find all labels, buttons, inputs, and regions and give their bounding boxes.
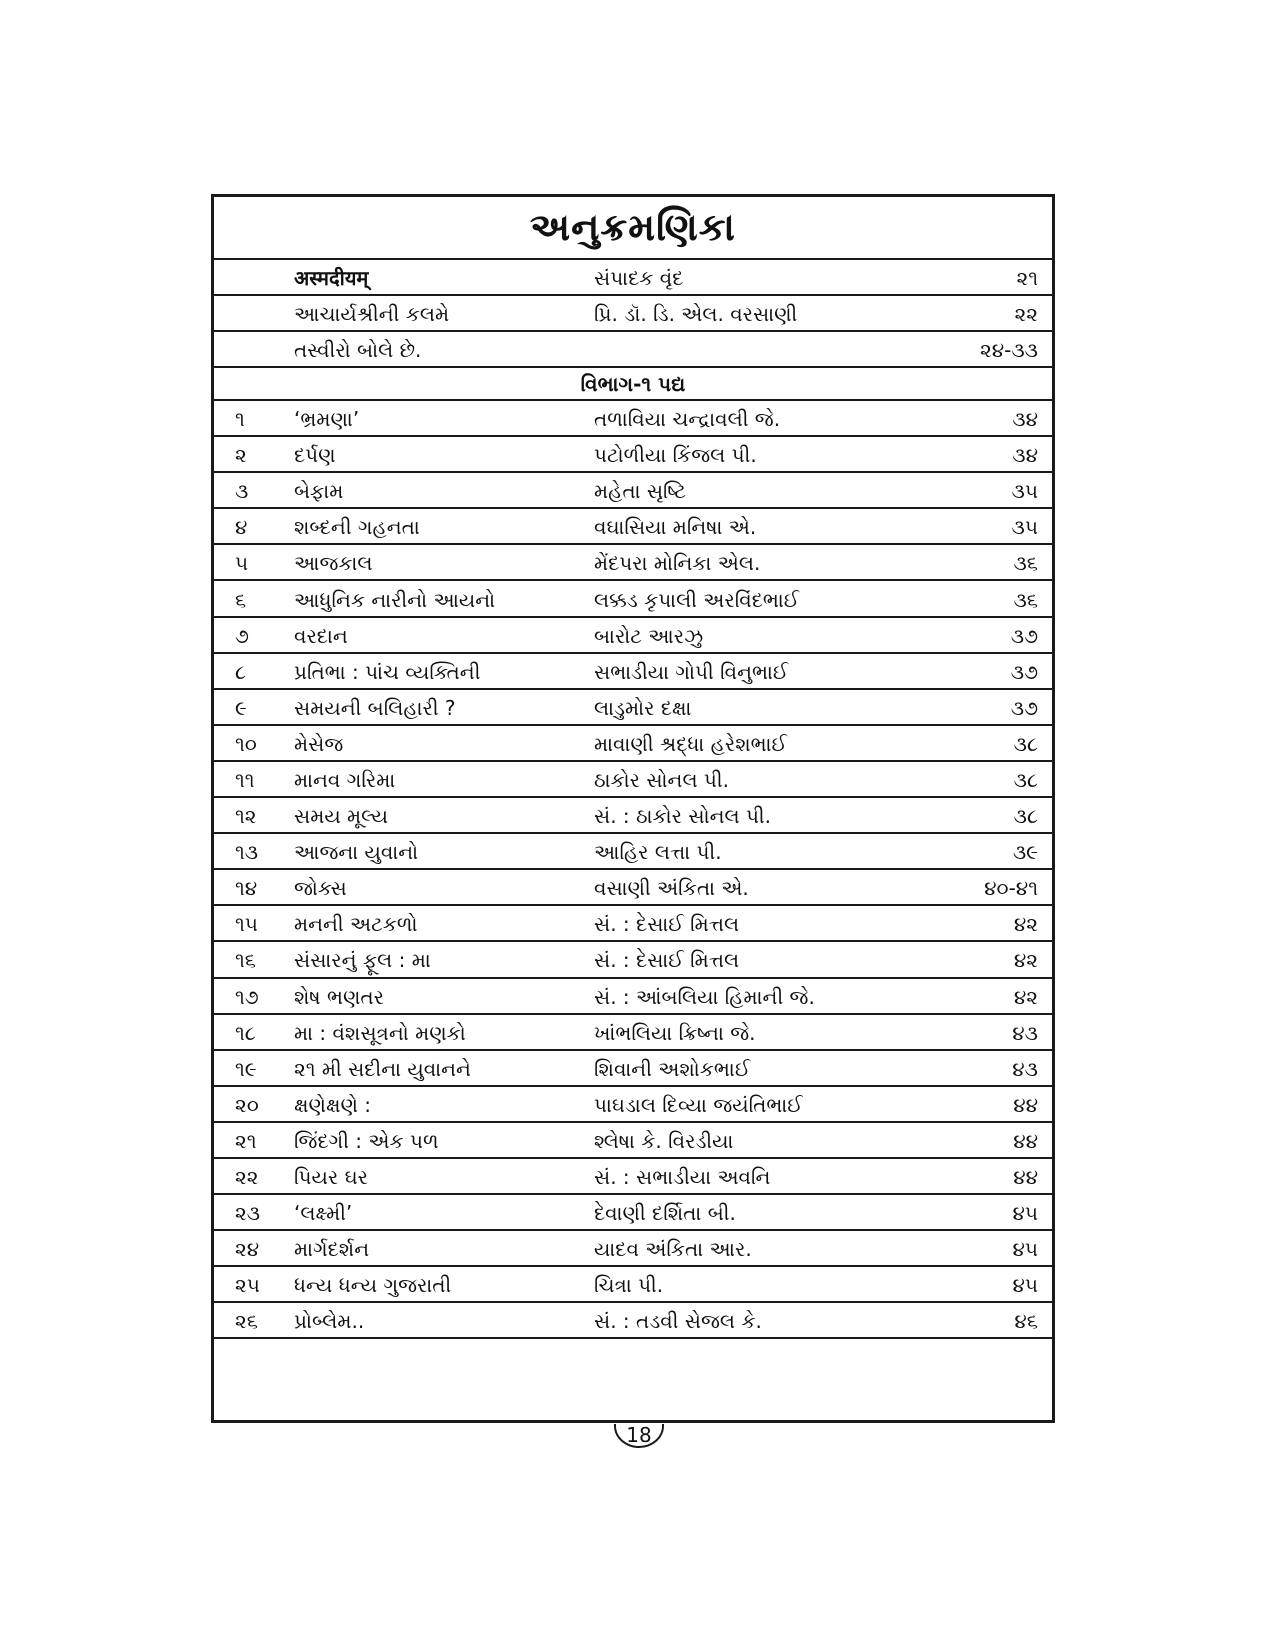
entry-number: ૨૨	[235, 1165, 259, 1190]
entry-author: પાઘડાલ દિવ્યા જયંતિભાઈ	[594, 1092, 803, 1117]
entry-author: ચિત્રા પી.	[594, 1273, 664, 1298]
entry-page: ૪૬	[1014, 1309, 1038, 1334]
toc-table	[211, 194, 1055, 1423]
entry-title: માર્ગદર્શન	[294, 1237, 370, 1262]
table-row	[214, 762, 1052, 798]
entry-title: જોક્સ	[294, 876, 347, 901]
entry-title: શેષ ભણતર	[294, 984, 384, 1009]
table-row	[214, 1195, 1052, 1231]
entry-page: ૪૫	[1012, 1201, 1038, 1226]
entry-number: ૫	[235, 551, 249, 576]
entry-page: ૩૮	[1013, 767, 1038, 792]
entry-author: માવાણી શ્રદ્ધા હરેશભાઈ	[594, 731, 787, 756]
entry-page: ૩૭	[1010, 623, 1038, 648]
entry-author: પટોળીયા કિંજલ પી.	[594, 443, 757, 468]
entry-author: યાદવ અંકિતા આર.	[594, 1237, 752, 1262]
entry-author: સં. : ઠાકોર સોનલ પી.	[594, 804, 772, 829]
entry-number: ૧	[235, 407, 245, 432]
entry-title: સમયની બલિહારી ?	[294, 695, 456, 720]
entry-page: ૩૫	[1011, 515, 1038, 540]
entry-author: પ્રિ. ડૉ. ડિ. એલ. વરસાણી	[594, 302, 798, 326]
entry-author: સંપાદક વૃંદ	[594, 266, 684, 290]
entry-title: બેફામ	[294, 479, 344, 504]
table-row	[214, 581, 1052, 617]
entry-page: ૩૭	[1010, 695, 1038, 720]
entry-author: સં. : સભાડીયા અવનિ	[594, 1165, 771, 1190]
entry-author: લાડુમોર દક્ષા	[594, 695, 692, 720]
table-row	[214, 1015, 1052, 1051]
entry-title: પ્રતિભા : પાંચ વ્યક્તિની	[294, 659, 481, 684]
table-row	[214, 726, 1052, 762]
entry-author: શિવાની અશોકભાઈ	[594, 1056, 751, 1081]
entry-number: ૧૯	[235, 1056, 257, 1081]
entry-title: મા : વંશસૂત્રનો મણકો	[294, 1020, 466, 1045]
table-row	[214, 401, 1052, 437]
entry-number: ૯	[235, 695, 247, 720]
entry-page: ૨૪-૩૩	[980, 338, 1038, 362]
entry-title: મેસેજ	[294, 731, 344, 756]
entry-title: તસ્વીરો બોલે છે.	[294, 338, 422, 362]
table-row	[214, 1267, 1052, 1303]
entry-page: ૪૨	[1013, 948, 1038, 973]
table-row	[214, 906, 1052, 942]
entry-author: ખાંભલિયા ક્રિષ્ના જે.	[594, 1020, 756, 1045]
entry-number: ૩	[235, 479, 249, 504]
entry-title: अस्मदीयम्	[294, 266, 369, 290]
entry-number: ૧૦	[235, 731, 257, 756]
entry-author: સં. : દેસાઈ મિત્તલ	[594, 912, 740, 937]
table-row	[214, 1123, 1052, 1159]
entry-number: ૧૧	[235, 767, 255, 792]
table-row	[214, 1159, 1052, 1195]
entry-page: ૪૨	[1013, 912, 1038, 937]
entry-page: ૩૬	[1013, 587, 1038, 612]
table-row	[214, 473, 1052, 509]
entry-page: ૩૪	[1012, 407, 1038, 432]
entry-author: શ્લેષા કે. વિરડીયા	[594, 1128, 734, 1153]
entry-number: ૪	[235, 515, 248, 540]
intro-rows	[214, 260, 1052, 368]
table-row	[214, 437, 1052, 473]
entry-title: આજના યુવાનો	[294, 840, 419, 865]
entry-number: ૧૮	[235, 1020, 256, 1045]
entry-page: ૩૬	[1013, 551, 1038, 576]
entry-page: ૩૪	[1012, 443, 1038, 468]
entry-title: પિયર ઘર	[294, 1165, 368, 1190]
entry-number: ૬	[235, 587, 247, 612]
entry-number: ૧૨	[235, 804, 257, 829]
entry-page: ૪૫	[1012, 1237, 1038, 1262]
entry-number: ૮	[235, 659, 246, 684]
entry-author: સં. : દેસાઈ મિત્તલ	[594, 948, 740, 973]
entry-page: ૩૫	[1011, 479, 1038, 504]
entry-number: ૧૬	[235, 948, 256, 973]
entry-author: સં. : આંબલિયા હિમાની જે.	[594, 984, 815, 1009]
entry-title: ક્ષણેક્ષણે :	[294, 1092, 372, 1117]
table-row	[214, 1087, 1052, 1123]
entry-title: સંસારનું ફૂલ : મા	[294, 948, 431, 973]
intro-row	[214, 332, 1052, 368]
entry-title: શબ્દની ગહનતા	[294, 515, 420, 540]
entry-author: લક્કડ કૃપાલી અરવિંદભાઈ	[594, 587, 800, 612]
entry-page: ૩૭	[1010, 659, 1038, 684]
entry-author: વઘાસિયા મનિષા એ.	[594, 515, 757, 540]
entry-page: ૪૨	[1013, 984, 1038, 1009]
entry-number: ૭	[235, 623, 249, 648]
entry-title: ‘લક્ષ્મી’	[294, 1201, 353, 1226]
entry-author: દેવાણી દર્શિતા બી.	[594, 1201, 736, 1226]
entry-title: આચાર્યશ્રીની કલમે	[294, 302, 450, 326]
entry-author: સભાડીયા ગોપી વિનુભાઈ	[594, 659, 789, 684]
entry-title: પ્રોબ્લેમ..	[294, 1309, 365, 1334]
table-row	[214, 798, 1052, 834]
entry-number: ૧૫	[235, 912, 258, 937]
table-row	[214, 1051, 1052, 1087]
entry-page: ૪૪	[1013, 1165, 1038, 1190]
entry-title: આધુનિક નારીનો આયનો	[294, 587, 496, 612]
table-row	[214, 509, 1052, 545]
entry-page: ૪૩	[1012, 1056, 1038, 1081]
entry-rows	[214, 401, 1052, 1339]
entry-page: ૪૦-૪૧	[984, 876, 1038, 901]
table-row	[214, 618, 1052, 654]
entry-page: ૩૯	[1012, 840, 1038, 865]
entry-author: વસાણી અંકિતા એ.	[594, 876, 749, 901]
entry-number: ૨૪	[235, 1237, 260, 1262]
entry-number: ૨૩	[235, 1201, 261, 1226]
entry-author: બારોટ આરઝુ	[594, 623, 704, 648]
entry-page: ૪૪	[1013, 1128, 1038, 1153]
table-row	[214, 1231, 1052, 1267]
table-row	[214, 654, 1052, 690]
table-row	[214, 1303, 1052, 1339]
entry-number: ૨	[235, 443, 247, 468]
entry-number: ૨૧	[235, 1128, 257, 1153]
intro-row	[214, 260, 1052, 296]
entry-author: મેંદપરા મોનિકા એલ.	[594, 551, 761, 576]
entry-author: સં. : તડવી સેજલ કે.	[594, 1309, 762, 1334]
entry-page: ૪૫	[1012, 1273, 1038, 1298]
entry-author: તળાવિયા ચન્દ્રાવલી જે.	[594, 407, 781, 432]
table-row	[214, 942, 1052, 978]
table-row	[214, 545, 1052, 581]
entry-page: ૨૧	[1016, 266, 1038, 290]
entry-page: ૪૪	[1013, 1092, 1038, 1117]
entry-page: ૪૩	[1012, 1020, 1038, 1045]
entry-author: મહેતા સૃષ્ટિ	[594, 479, 687, 504]
entry-number: ૨૬	[235, 1309, 258, 1334]
entry-title: ૨૧ મી સદીના યુવાનને	[294, 1056, 471, 1081]
entry-number: ૧૩	[235, 840, 259, 865]
entry-title: ‘ભ્રમણા’	[294, 407, 360, 432]
table-row	[214, 979, 1052, 1015]
entry-number: ૨૫	[235, 1273, 260, 1298]
entry-title: સમય મૂલ્ય	[294, 804, 388, 829]
intro-row	[214, 296, 1052, 332]
table-row	[214, 690, 1052, 726]
entry-author: આહિર લત્તા પી.	[594, 840, 722, 865]
entry-number: ૧૪	[235, 876, 258, 901]
entry-title: ધન્ય ધન્ય ગુજરાતી	[294, 1273, 452, 1298]
entry-page: ૨૨	[1014, 302, 1038, 326]
table-row	[214, 834, 1052, 870]
entry-author: ઠાકોર સોનલ પી.	[594, 767, 729, 792]
entry-title: જિંદગી : એક પળ	[294, 1128, 439, 1153]
entry-title: વરદાન	[294, 623, 348, 648]
page-number: 18	[614, 1424, 664, 1448]
entry-number: ૧૭	[235, 984, 259, 1009]
entry-title: આજકાલ	[294, 551, 373, 576]
entry-title: માનવ ગરિમા	[294, 767, 396, 792]
page-title: અનુક્રમણિકા	[214, 197, 1052, 260]
entry-title: દર્પણ	[294, 443, 336, 468]
entry-page: ૩૮	[1013, 804, 1038, 829]
entry-page: ૩૮	[1013, 731, 1038, 756]
entry-title: મનની અટકળો	[294, 912, 418, 937]
table-row	[214, 870, 1052, 906]
entry-number: ૨૦	[235, 1092, 259, 1117]
section-heading: વિભાગ-૧ પદ્ય	[214, 368, 1052, 401]
